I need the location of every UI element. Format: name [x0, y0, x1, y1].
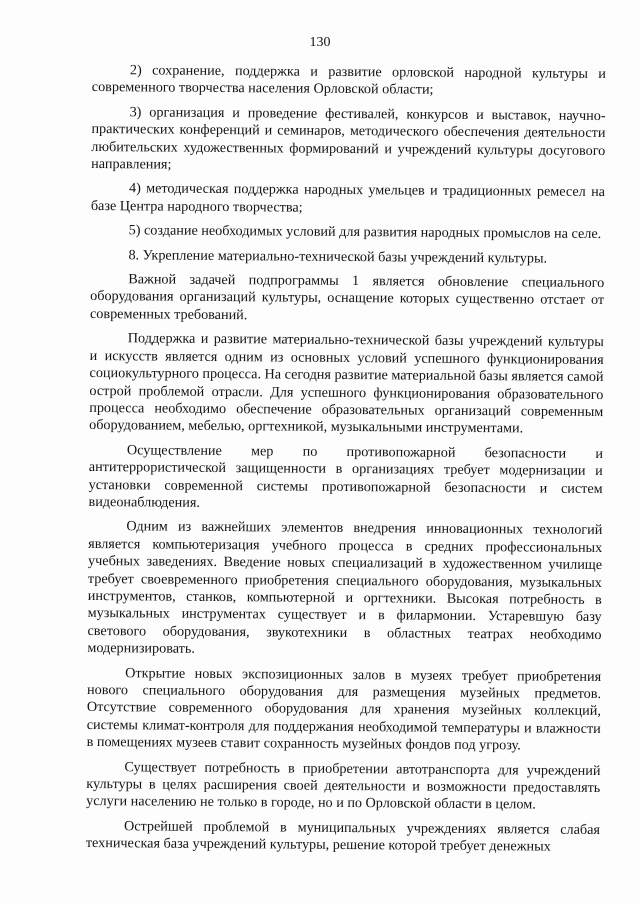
page-number: 130	[309, 35, 331, 50]
paragraph-museums: Открытие новых экспозиционных залов в музеях требует приобретения нового специального оборудования для размещения музейных предметов. Отсутствие современного оборудования для хранения музейных коллекций, системы климат-контроля для поддержания необходимой температуры и влажности в помещениях музеев ставит сохранность музейных фондов под угрозу.	[86, 664, 602, 754]
paragraph-municipal: Острейшей проблемой в муниципальных учреждениях является слабая техническая база учреждений культуры, решение которой требует денежных	[85, 818, 601, 855]
paragraph-computerization: Одним из важнейших элементов внедрения инновационных технологий является компьютеризация учебного процесса в средних профессиональных учебных заведениях. Введение новых специализаций в художественном училище требует своевременного приобретения специального оборудования, музыкальных инструментов, станков, компьютерной и оргтехники. Высокая потребность в музыкальных инструментах существует и в филармонии. Устаревшую базу светового оборудования, звукотехники в областных театрах необходимо модернизировать.	[87, 518, 603, 658]
paragraph-transport: Существует потребность в приобретении автотранспорта для учреждений культуры в целях расширения своей деятельности и возможности предоставлять услуги населению не только в городе, но и по Орловской области в целом.	[86, 758, 601, 813]
list-item-2: 2) сохранение, поддержка и развитие орловской народной культуры и современного творчества населения Орловской области;	[91, 62, 606, 99]
paragraph-task: Важной задачей подпрограммы 1 является обновление специального оборудования организаций культуры, оснащение которых существенно отстает от современных требований.	[89, 271, 605, 324]
document-body	[86, 62, 606, 863]
list-item-5: 5) создание необходимых условий для развития народных промыслов на селе.	[128, 222, 602, 243]
paragraph-material-base: Поддержка и развитие материально-технической базы учреждений культуры и искусств является одним из основных условий успешного функционирования социокультурного процесса. На сегодня развитие материальной базы является самой острой проблемой отрасли. Для успешного функционирования образовательного процесса необходимо обеспечение образовательных организаций современным оборудованием, мебелью, оргтехникой, музыкальными инструментами.	[89, 330, 604, 437]
list-item-3: 3) организация и проведение фестивалей, конкурсов и выставок, научно-практических конференций и семинаров, методического обеспечения деятельности любительских художественных формирований и учреждений культуры досугового направления;	[91, 104, 606, 173]
paragraph-fire-safety: Осуществление мер по противопожарной безопасности и антитеррористической защищенности в организациях требует модернизации и установки современной системы противопожарной безопасности и систем видеонаблюдения.	[88, 442, 604, 511]
section-heading-8: 8. Укрепление материально-технической базы учреждений культуры.	[128, 246, 548, 267]
list-item-4: 4) методическая поддержка народных умельцев и традиционных ремесел на базе Центра народного творчества;	[90, 180, 606, 216]
